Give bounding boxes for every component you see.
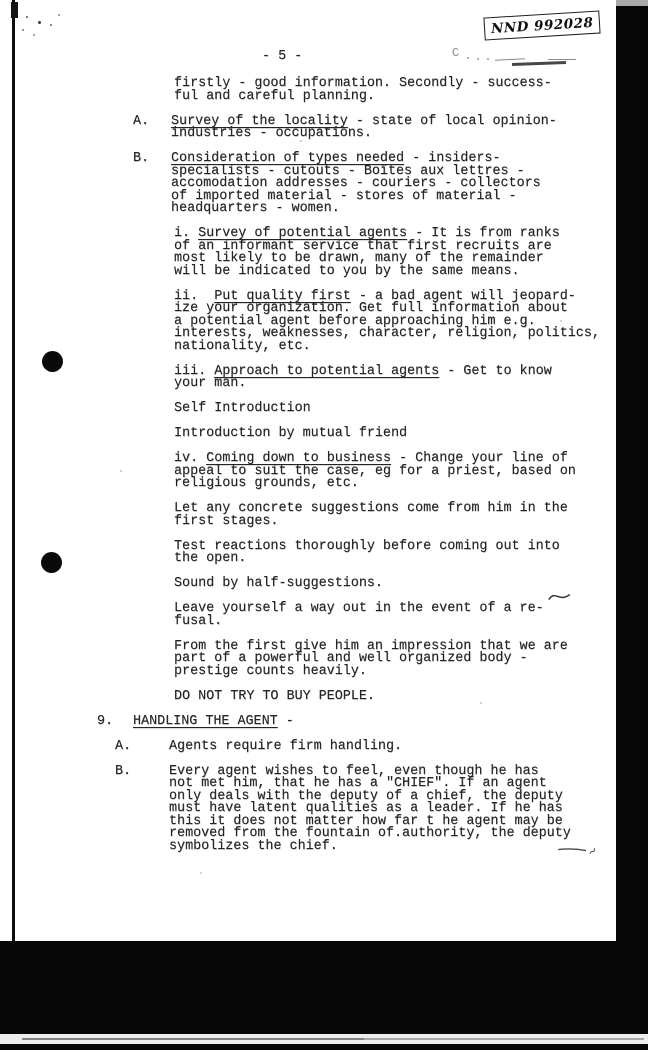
text-line: Consideration of types needed - insiders- — [171, 151, 501, 166]
page-number: - 5 - — [262, 49, 303, 64]
text-line: headquarters - women. — [171, 201, 340, 216]
page-left-edge-mark — [11, 2, 18, 18]
text-line: prestige counts heavily. — [174, 663, 367, 679]
text-line: industries - occupations. — [171, 126, 372, 141]
pencil-dot — [487, 58, 489, 60]
text-line: iii. Approach to potential agents - Get to know — [174, 363, 552, 379]
paragraph — [174, 363, 648, 391]
text-line: specialists - cutouts - Boîtes aux lettres - — [171, 163, 525, 179]
text-line: iv. Coming down to business - Change your line of — [174, 451, 568, 466]
text-line: ii. Put quality first - a bad agent will jeopard- — [174, 288, 576, 304]
ink-speck — [50, 24, 52, 26]
list-marker: A. — [115, 738, 132, 754]
paragraph — [115, 738, 648, 754]
ink-speck — [200, 872, 202, 874]
pencil-line — [495, 58, 525, 61]
page-text — [0, 78, 648, 866]
text-line: From the first give him an impression that we are — [174, 638, 568, 654]
paragraph — [174, 453, 648, 491]
paragraph — [174, 288, 648, 354]
text-line: Leave yourself a way out in the event of a re- — [174, 601, 544, 616]
pencil-mark: C — [451, 45, 460, 61]
text-line: nationality, etc. — [174, 338, 311, 354]
paragraph — [133, 151, 648, 216]
scan-bottom-light-strip — [0, 1034, 648, 1044]
text-line: appeal to suit the case, eg for a priest, based on — [174, 463, 576, 479]
text-line: fusal. — [174, 613, 223, 629]
text-line: your man. — [174, 376, 247, 391]
paragraph — [174, 538, 648, 566]
text-line: Let any concrete suggestions come from him in the — [174, 501, 568, 516]
text-line: part of a powerful and well organized body - — [174, 651, 528, 666]
paragraph — [174, 638, 648, 679]
text-line: removed from the fountain of.authority, the deputy — [169, 826, 571, 841]
text-line: will be indicated to you by the same means. — [174, 263, 520, 279]
text-line: firstly - good information. Secondly - success- — [174, 76, 552, 91]
paragraph — [174, 78, 648, 103]
text-line: of an informant service that first recruits are — [174, 238, 552, 254]
paragraph — [174, 428, 648, 441]
text-line: DO NOT TRY TO BUY PEOPLE. — [174, 688, 375, 704]
text-line: a potential agent before approaching him e.g. — [174, 313, 536, 329]
text-line: Test reactions thoroughly before coming out into — [174, 538, 560, 554]
text-line: most likely to be drawn, many of the remainder — [174, 251, 544, 266]
text-line: Sound by half-suggestions. — [174, 576, 383, 591]
text-line: the open. — [174, 551, 247, 566]
text-line: not met him, that he has a "CHIEF". If an agent — [169, 776, 547, 791]
ink-speck — [33, 34, 35, 36]
text-line: symbolizes the chief. — [169, 838, 338, 854]
text-line: this it does not matter how far t he agent may be — [169, 813, 563, 829]
scan-bottom-gray-line — [22, 1038, 644, 1040]
ink-speck — [58, 14, 60, 16]
paragraph — [174, 228, 648, 278]
text-line: i. Survey of potential agents - It is from ranks — [174, 226, 560, 241]
text-line: Agents require firm handling. — [169, 738, 403, 754]
scan-bottom-black-band — [0, 941, 648, 1034]
paragraph — [115, 763, 648, 854]
paragraph — [133, 113, 648, 141]
text-line: of imported material - stores of material - — [171, 188, 517, 204]
text-line: must have latent qualities as a leader. If he has — [169, 801, 563, 816]
list-marker: 9. — [97, 713, 114, 729]
text-line: only deals with the deputy of a chief, the deputy — [169, 788, 563, 804]
list-marker: A. — [133, 113, 150, 129]
paragraph — [97, 713, 648, 729]
text-line: interests, weaknesses, character, religion, politics, — [174, 326, 600, 341]
paragraph — [174, 603, 648, 628]
text-line: first stages. — [174, 513, 279, 529]
pencil-line — [548, 59, 576, 60]
paragraph — [174, 503, 648, 528]
text-line: ful and careful planning. — [174, 88, 375, 104]
scan-bottom-black-strip — [0, 1044, 648, 1050]
text-line: HANDLING THE AGENT - — [133, 713, 294, 729]
ink-speck — [22, 29, 24, 31]
list-marker: B. — [115, 763, 132, 779]
text-line: Introduction by mutual friend — [174, 426, 408, 441]
text-line: religious grounds, etc. — [174, 476, 359, 491]
paragraph — [174, 403, 648, 416]
pencil-line — [512, 61, 566, 65]
ink-speck — [26, 16, 28, 18]
paragraph — [174, 688, 648, 704]
text-line: Every agent wishes to feel, even though he has — [169, 763, 539, 779]
text-line: Self Introduction — [174, 401, 311, 416]
ink-speck — [38, 21, 41, 24]
pencil-dot — [467, 57, 469, 59]
text-line: accomodation addresses - couriers - collectors — [171, 176, 541, 191]
list-marker: B. — [133, 151, 150, 166]
paragraph — [174, 578, 648, 591]
text-line: Survey of the locality - state of local opinion- — [171, 113, 557, 129]
declassification-stamp: NND 992028 — [483, 10, 601, 40]
text-line: ize your organization. Get full information about — [174, 301, 568, 316]
pencil-dot — [477, 58, 479, 60]
